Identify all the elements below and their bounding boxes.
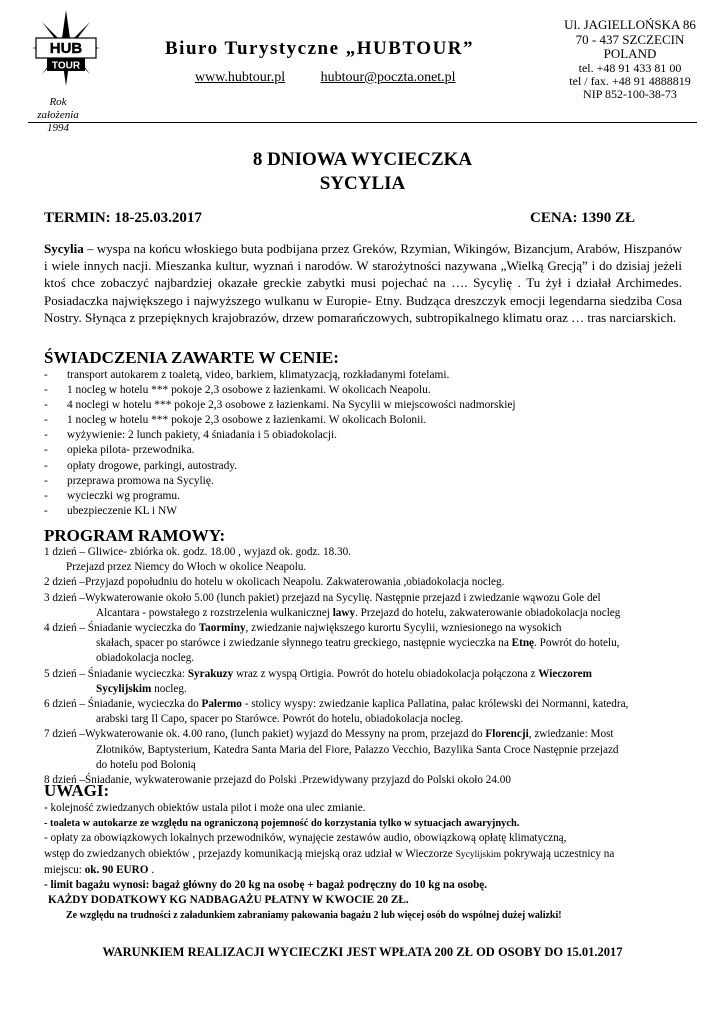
note-6: Ze względu na trudności z załadunkiem zabraniamy pakowania bagażu 2 lub więcej osób do wspólnej dużej walizki! xyxy=(66,910,562,922)
program-day-5-cont: Sycylijskim nocleg. xyxy=(96,682,187,695)
list-item-text: opłaty drogowe, parkingi, autostrady. xyxy=(67,459,238,472)
founded-note xyxy=(30,96,86,135)
program-heading: PROGRAM RAMOWY: xyxy=(44,526,226,545)
website-link[interactable]: www.hubtour.pl xyxy=(195,70,286,85)
title-line-2: SYCYLIA xyxy=(319,173,406,194)
list-item: - przeprawa promowa na Sycylię. xyxy=(44,474,516,489)
program-day-5: 5 dzień – Śniadanie wycieczka: Syrakuzy wraz z wyspą Ortigia. Powrót do hotelu obiadokolacja połączona z Wieczorem xyxy=(44,667,592,680)
list-item: - wycieczki wg programu. xyxy=(44,489,516,504)
logo-text-top: HUB xyxy=(49,40,83,57)
header-divider xyxy=(28,122,697,123)
hubtour-logo xyxy=(30,8,102,88)
note-5: KAŻDY DODATKOWY KG NADBAGAŻU PŁATNY W KWOCIE 20 ZŁ. xyxy=(48,894,409,907)
program-day-1-cont: Przejazd przez Niemcy do Włoch w okolice Neapolu. xyxy=(66,561,307,574)
list-item: - 4 noclegi w hotelu *** pokoje 2,3 osobowe z łazienkami. Na Sycylii w miejscowości nadmorskiej xyxy=(44,398,516,413)
note-1: - kolejność zwiedzanych obiektów ustala pilot i może ona ulec zmianie. xyxy=(44,802,366,814)
list-item-text: transport autokarem z toaletą, video, barkiem, klimatyzacją, rozkładanymi fotelami. xyxy=(67,369,450,381)
star-logo-icon xyxy=(30,8,102,88)
page-title xyxy=(0,148,725,196)
program-day-3-cont: Alcantara - powstałego z rozstrzelenia wulkanicznej lawy. Przejazd do hotelu, zakwaterowanie obiadokolacja nocleg xyxy=(96,606,621,619)
trip-price: CENA: 1390 ZŁ xyxy=(530,210,636,226)
program-day-8: 8 dzień –Śniadanie, wykwaterowanie przejazd do Polski .Przewidywany przyjazd do Polski około 24.00 xyxy=(44,774,511,787)
address-street: Ul. JAGIELLOŃSKA 86 xyxy=(564,17,696,32)
list-item-text: wyżywienie: 2 lunch pakiety, 4 śniadania i 5 obiadokolacji. xyxy=(67,429,338,442)
address-block xyxy=(545,18,715,101)
note-3: - opłaty za obowiązkowych lokalnych przewodników, wynajęcie zestawów audio, obowiązkową opłatę klimatyczną, xyxy=(44,832,567,845)
list-item-text: przeprawa promowa na Sycylię. xyxy=(67,474,214,487)
title-line-1: 8 DNIOWA WYCIECZKA xyxy=(252,149,473,170)
included-heading: ŚWIADCZENIA ZAWARTE W CENIE: xyxy=(44,348,339,367)
email-link[interactable]: hubtour@poczta.onet.pl xyxy=(320,70,456,85)
notes-heading: UWAGI: xyxy=(44,781,110,800)
program-day-4: 4 dzień – Śniadanie wycieczka do Taorminy, zwiedzanie największego kurortu Sycylii, wzniesionego na wysokich xyxy=(44,622,562,635)
list-item-text: 1 nocleg w hotelu *** pokoje 2,3 osobowe z łazienkami. W okolicach Neapolu. xyxy=(67,384,431,397)
list-item: - ubezpieczenie KL i NW xyxy=(44,504,516,519)
intro-bold: Sycylia xyxy=(44,241,84,256)
list-item-text: opieka pilota- przewodnika. xyxy=(67,444,195,457)
company-name: Biuro Turystyczne „HUBTOUR” xyxy=(165,38,475,59)
note-2: - toaleta w autokarze ze względu na ograniczoną pojemność do korzystania tylko w sytuacjach awaryjnych. xyxy=(44,818,520,830)
list-item: - wyżywienie: 2 lunch pakiety, 4 śniadania i 5 obiadokolacji. xyxy=(44,428,516,443)
address-country: POLAND xyxy=(603,46,657,61)
address-nip: NIP 852-100-38-73 xyxy=(583,86,677,101)
list-item: - 1 nocleg w hotelu *** pokoje 2,3 osobowe z łazienkami. W okolicach Bolonii. xyxy=(44,413,516,428)
intro-text: – wyspa na końcu włoskiego buta podbijana przez Greków, Rzymian, Wikingów, Bizancjum, Arabów, Hiszpanów i wiele innych nacji. Mieszanka kultur, wyznań i narodów. W starożytności nazywana „Wielką Grecją” i do dzisiaj jeżeli ktoś chce zobaczyć najbardziej okazałe greckie zabytki musi pojechać na …. Sycylię . Tu żył i działał Archimedes. Posiadaczka największego i najwyższego wulkanu w Europie- Etny. Budząca dreszczyk emocji legendarna siedziba Cosa Nostry. Słynąca z przepięknych krajobrazów, drzew pomarańczowych, subtropikalnego klimatu oraz … tras narciarskich. xyxy=(44,241,682,325)
contact-links xyxy=(195,70,456,86)
list-item: - transport autokarem z toaletą, video, barkiem, klimatyzacją, rozkładanymi fotelami. xyxy=(44,368,516,383)
list-item-text: ubezpieczenie KL i NW xyxy=(67,504,177,517)
note-3-cont: wstęp do zwiedzanych obiektów , przejazdy komunikacją miejską oraz udział w Wieczorze Sycylijskim pokrywają uczestnicy na xyxy=(44,847,615,860)
program-day-6: 6 dzień – Śniadanie, wycieczka do Palermo - stolicy wyspy: zwiedzanie kaplica Pallatina, pałac królewski dei Normanni, katedra, xyxy=(44,698,629,711)
address-city: 70 - 437 SZCZECIN xyxy=(575,31,685,47)
payment-condition: WARUNKIEM REALIZACJI WYCIECZKI JEST WPŁATA 200 ZŁ OD OSOBY DO 15.01.2017 xyxy=(102,945,623,959)
list-item-text: 4 noclegi w hotelu *** pokoje 2,3 osobowe z łazienkami. Na Sycylii w miejscowości nadmorskiej xyxy=(67,399,516,412)
notes-list xyxy=(44,801,704,924)
note-3-cont2: miejscu: ok. 90 EURO . xyxy=(44,863,155,876)
trip-dates: TERMIN: 18-25.03.2017 xyxy=(44,210,202,226)
program-day-4-cont: skałach, spacer po starówce i zwiedzanie słynnego teatru greckiego, następnie wycieczka na Etnę. Powrót do hotelu, xyxy=(96,637,620,650)
included-list xyxy=(44,368,516,519)
program-day-2: 2 dzień –Przyjazd popołudniu do hotelu w okolicach Neapolu. Zakwaterowania ,obiadokolacja nocleg. xyxy=(44,576,505,589)
note-4: - limit bagażu wynosi: bagaż główny do 20 kg na osobę + bagaż podręczny do 10 kg na osobę. xyxy=(44,879,488,892)
address-fax: tel / fax. +48 91 4888819 xyxy=(569,73,691,88)
program-day-4-cont2: obiadokolacja nocleg. xyxy=(96,652,195,665)
list-item: - opieka pilota- przewodnika. xyxy=(44,443,516,458)
program-day-3: 3 dzień –Wykwaterowanie około 5.00 (lunch pakiet) przejazd na Sycylię. Następnie przejazd i zwiedzanie wąwozu Gole del xyxy=(44,591,601,604)
founded-label: Rok założenia xyxy=(37,96,79,121)
program-day-1: 1 dzień – Gliwice- zbiórka ok. godz. 18.00 , wyjazd ok. godz. 18.30. xyxy=(44,546,351,558)
intro-paragraph xyxy=(44,240,682,326)
program-day-6-cont: arabski targ Il Capo, spacer po Starówce. Powrót do hotelu, obiadokolacja nocleg. xyxy=(96,713,464,726)
list-item-text: wycieczki wg programu. xyxy=(67,489,180,502)
list-item: - opłaty drogowe, parkingi, autostrady. xyxy=(44,459,516,474)
list-item-text: 1 nocleg w hotelu *** pokoje 2,3 osobowe z łazienkami. W okolicach Bolonii. xyxy=(67,414,427,427)
list-item: - 1 nocleg w hotelu *** pokoje 2,3 osobowe z łazienkami. W okolicach Neapolu. xyxy=(44,383,516,398)
program-day-7: 7 dzień –Wykwaterowanie ok. 4.00 rano, (lunch pakiet) wyjazd do Messyny na prom, przejazd do Florencji, zwiedzanie: Most xyxy=(44,728,614,741)
address-phone: tel. +48 91 433 81 00 xyxy=(578,60,682,75)
logo-text-bottom: TOUR xyxy=(51,60,81,72)
program-list xyxy=(44,545,704,788)
program-day-7-cont: Złotników, Baptysterium, Katedra Santa Maria del Fiore, Palazzo Vecchio, Bazylika Santa Croce Następnie przejazd xyxy=(96,743,619,756)
program-day-7-cont2: do hotelu pod Bolonią xyxy=(96,758,196,771)
founded-year: 1994 xyxy=(47,122,69,134)
